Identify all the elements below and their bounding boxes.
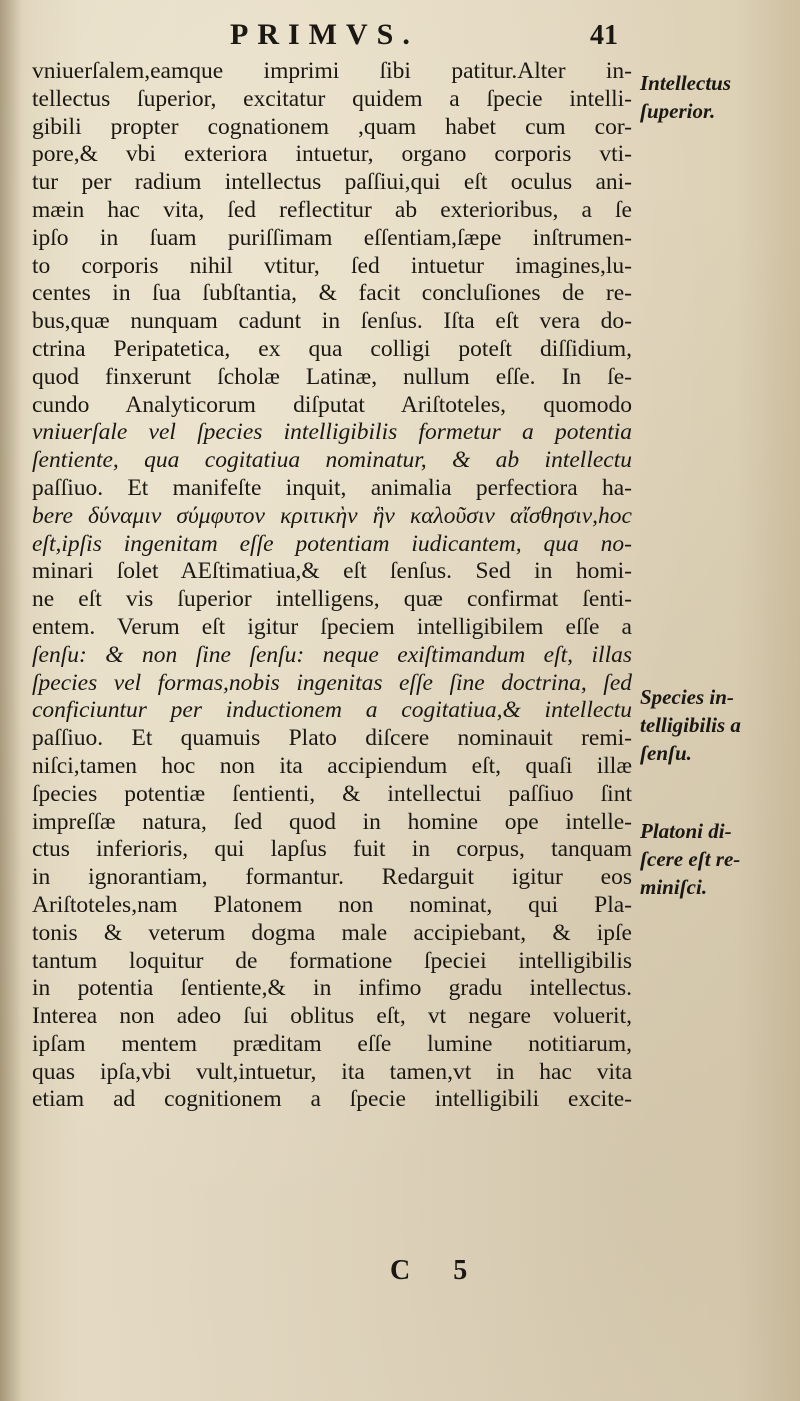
text-line: tellectus ſuperior, excitatur quidem a ſpecie intelli-: [32, 85, 632, 112]
main-text-block: [32, 58, 632, 1114]
text-line: gibili propter cognationem ,quam habet cum cor-: [32, 113, 632, 140]
text-line: bere δύναμιν σύμφυτον κριτικὴν ἣν καλοῦσιν αἴσθησιν,hoc: [32, 502, 632, 529]
marginal-note-line: ſuperior.: [640, 98, 716, 123]
text-line: mæin hac vita, ſed reflectitur ab exterioribus, a ſe: [32, 196, 632, 223]
text-line: etiam ad cognitionem a ſpecie intelligibili excite-: [32, 1086, 632, 1113]
text-line: vniuerſale vel ſpecies intelligibilis formetur a potentia: [32, 419, 632, 446]
page-number: 41: [590, 20, 618, 51]
page-header: [30, 18, 630, 58]
text-line: in ignorantiam, formantur. Redarguit igitur eos: [32, 864, 632, 891]
text-line: ne eſt vis ſuperior intelligens, quæ confirmat ſenti-: [32, 586, 632, 613]
text-line: to corporis nihil vtitur, ſed intuetur imagines,lu-: [32, 252, 632, 279]
page-gutter-shadow: [0, 0, 22, 1401]
text-line: tonis & veterum dogma male accipiebant, & ipſe: [32, 919, 632, 946]
text-line: tantum loquitur de formatione ſpeciei intelligibilis: [32, 947, 632, 974]
marginal-note-line: telligibilis a: [640, 712, 741, 737]
text-line: ſenſu: & non ſine ſenſu: neque exiſtimandum eſt, illas: [32, 641, 632, 668]
text-line: tur per radium intellectus paſſiui,qui eſt oculus ani-: [32, 169, 632, 196]
marginal-note-line: Intellectus: [640, 71, 732, 95]
text-line: quas ipſa,vbi vult,intuetur, ita tamen,vt in hac vita: [32, 1058, 632, 1085]
running-head: PRIMVS.: [230, 18, 419, 51]
text-line: ctus inferioris, qui lapſus fuit in corpus, tanquam: [32, 836, 632, 863]
text-line: paſſiuo. Et quamuis Plato diſcere nominauit remi-: [32, 725, 632, 752]
text-line: impreſſæ natura, ſed quod in homine ope intelle-: [32, 808, 632, 835]
text-line: vniuerſalem,eamque imprimi ſibi patitur.Alter in-: [32, 58, 632, 84]
text-line: Ariſtoteles,nam Platonem non nominat, qui Pla-: [32, 891, 632, 918]
marginal-note: [640, 818, 790, 901]
text-line: centes in ſua ſubſtantia, & facit concluſiones de re-: [32, 280, 632, 307]
marginal-note-line: Species in-: [640, 685, 734, 709]
marginal-note-line: ſcere eſt re-: [640, 846, 741, 871]
text-line: ſentiente, qua cogitatiua nominatur, & ab intellectu: [32, 447, 632, 474]
text-line: eſt,ipſis ingenitam eſſe potentiam iudicantem, qua no-: [32, 530, 632, 557]
text-line: in potentia ſentiente,& in infimo gradu intellectus.: [32, 975, 632, 1002]
marginal-note-line: miniſci.: [640, 874, 708, 899]
text-line: Interea non adeo ſui oblitus eſt, vt negare voluerit,: [32, 1003, 632, 1030]
text-line: ſpecies vel formas,nobis ingenitas eſſe ſine doctrina, ſed: [32, 669, 632, 696]
text-line: conficiuntur per inductionem a cogitatiua,& intellectu: [32, 697, 632, 724]
text-line: entem. Verum eſt igitur ſpeciem intelligibilem eſſe a: [32, 613, 632, 640]
text-line: ipſo in ſuam puriſſimam eſſentiam,ſæpe inſtrumen-: [32, 224, 632, 251]
text-line: niſci,tamen hoc non ita accipiendum eſt, quaſi illæ: [32, 752, 632, 779]
text-line: ctrina Peripatetica, ex qua colligi poteſt diſſidium,: [32, 335, 632, 362]
text-line: minari ſolet AEſtimatiua,& eſt ſenſus. Sed in homi-: [32, 558, 632, 585]
text-line: quod finxerunt ſcholæ Latinæ, nullum eſſe. In ſe-: [32, 363, 632, 390]
signature-mark: C 5: [390, 1255, 486, 1286]
text-line: pore,& vbi exteriora intuetur, organo corporis vti-: [32, 141, 632, 168]
marginal-note-line: ſenſu.: [640, 740, 692, 765]
marginal-note-line: Platoni di-: [640, 819, 732, 843]
marginal-note: [640, 684, 790, 767]
text-line: ſpecies potentiæ ſentienti, & intellectui paſſiuo ſint: [32, 780, 632, 807]
text-line: paſſiuo. Et manifeſte inquit, animalia perfectiora ha-: [32, 474, 632, 501]
text-line: cundo Analyticorum diſputat Ariſtoteles, quomodo: [32, 391, 632, 418]
text-line: bus,quæ nunquam cadunt in ſenſus. Iſta eſt vera do-: [32, 308, 632, 335]
text-line: ipſam mentem præditam eſſe lumine notitiarum,: [32, 1030, 632, 1057]
marginal-note: [640, 70, 790, 126]
